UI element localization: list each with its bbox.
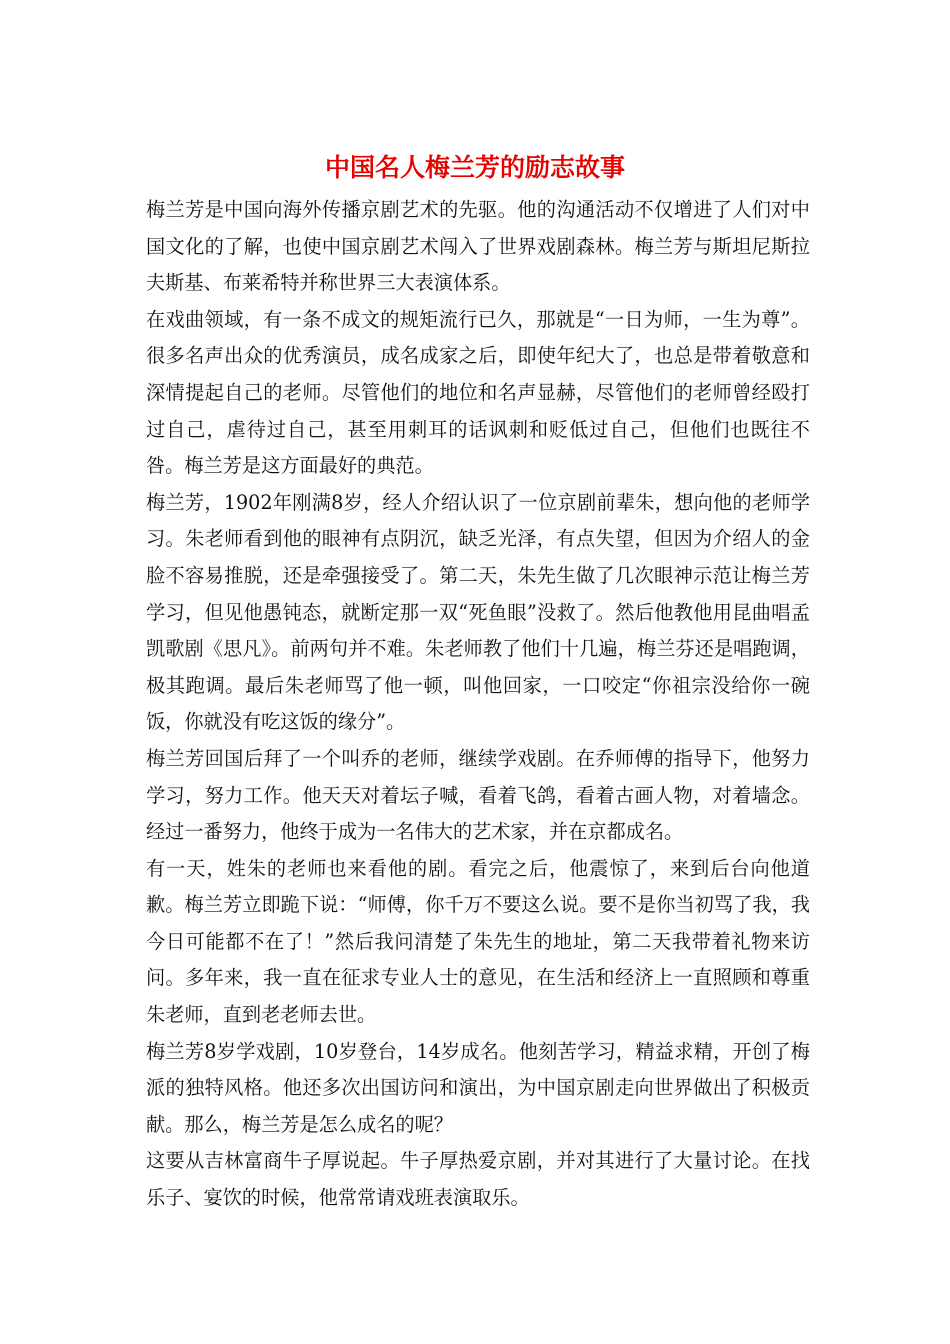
paragraph-5: 有一天，姓朱的老师也来看他的剧。看完之后，他震惊了，来到后台向他道歉。梅兰芳立即跪下说：“师傅，你千万不要这么说。要不是你当初骂了我，我今日可能都不在了！”然后我问清楚了朱先生的地址，第二天我带着礼物来访问。多年来，我一直在征求专业人士的意见，在生活和经济上一直照顾和尊重朱老师，直到老老师去世。 <box>146 856 810 1027</box>
document-body <box>146 192 810 1217</box>
paragraph-3: 梅兰芳，1902年刚满8岁，经人介绍认识了一位京剧前辈朱，想向他的老师学习。朱老师看到他的眼神有点阴沉，缺乏光泽，有点失望，但因为介绍人的金脸不容易推脱，还是牵强接受了。第二天，朱先生做了几次眼神示范让梅兰芳学习，但见他愚钝态，就断定那一双“死鱼眼”没救了。然后他教他用昆曲唱孟凯歌剧《思凡》。前两句并不难。朱老师教了他们十几遍，梅兰芬还是唱跑调，极其跑调。最后朱老师骂了他一顿，叫他回家，一口咬定“你祖宗没给你一碗饭，你就没有吃这饭的缘分”。 <box>146 490 810 734</box>
paragraph-2: 在戏曲领域，有一条不成文的规矩流行已久，那就是“一日为师，一生为尊”。很多名声出众的优秀演员，成名成家之后，即使年纪大了，也总是带着敬意和深情提起自己的老师。尽管他们的地位和名声显赫，尽管他们的老师曾经殴打过自己，虐待过自己，甚至用刺耳的话讽刺和贬低过自己，但他们也既往不咎。梅兰芳是这方面最好的典范。 <box>146 307 810 478</box>
document-title: 中国名人梅兰芳的励志故事 <box>324 153 625 182</box>
paragraph-1: 梅兰芳是中国向海外传播京剧艺术的先驱。他的沟通活动不仅增进了人们对中国文化的了解，也使中国京剧艺术闯入了世界戏剧森林。梅兰芳与斯坦尼斯拉夫斯基、布莱希特并称世界三大表演体系。 <box>146 198 810 295</box>
paragraph-4: 梅兰芳回国后拜了一个叫乔的老师，继续学戏剧。在乔师傅的指导下，他努力学习，努力工作。他天天对着坛子喊，看着飞鸽，看着古画人物，对着墙念。经过一番努力，他终于成为一名伟大的艺术家，并在京都成名。 <box>146 746 810 844</box>
paragraph-7: 这要从吉林富商牛子厚说起。牛子厚热爱京剧，并对其进行了大量讨论。在找乐子、宴饮的时候，他常常请戏班表演取乐。 <box>146 1149 810 1210</box>
paragraph-6: 梅兰芳8岁学戏剧，10岁登台，14岁成名。他刻苦学习，精益求精，开创了梅派的独特风格。他还多次出国访问和演出，为中国京剧走向世界做出了积极贡献。那么，梅兰芳是怎么成名的呢？ <box>146 1039 810 1136</box>
